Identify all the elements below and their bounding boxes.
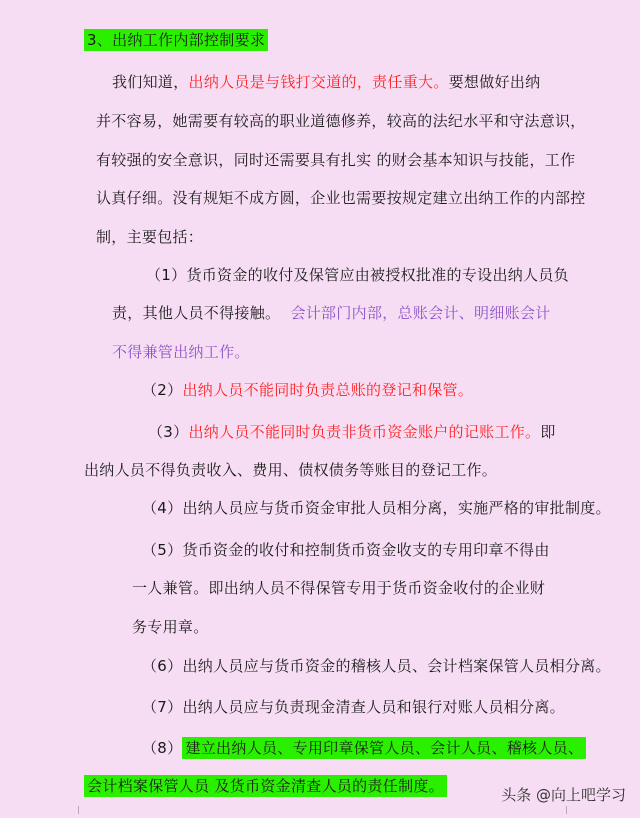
page-corner-mark (70, 806, 79, 814)
item8-line1 (142, 737, 586, 759)
item3-line2: 出纳人员不得负责收入、费用、债权债务等账目的登记工作。 (84, 461, 498, 479)
para1-line4: 认真仔细。没有规矩不成方圆，企业也需要按规定建立出纳工作的内部控 (96, 189, 586, 207)
item8-highlight: 建立出纳人员、专用印章保管人员、会计人员、稽核人员、 (182, 737, 586, 759)
page-corner-mark (566, 806, 575, 814)
item1-purple-text: 会计部门内部，总账会计、明细账会计 (290, 304, 551, 322)
item1-line1: （1）货币资金的收付及保管应由被授权批准的专设出纳人员负 (146, 266, 569, 284)
para1-text-a: 我们知道， (112, 73, 189, 91)
item3-tail: 即 (540, 423, 556, 441)
item6: （6）出纳人员应与货币资金的稽核人员、会计档案保管人员相分离。 (142, 657, 611, 675)
para1-line1 (112, 71, 540, 93)
item3-line1 (148, 421, 556, 443)
para1-line2: 并不容易，她需要有较高的职业道德修养，较高的法纪水平和守法意识， (96, 112, 586, 130)
para1-line5: 制，主要包括： (96, 228, 204, 246)
item2-number: （2） (142, 381, 183, 399)
item1-line2 (112, 302, 551, 324)
item8-line2 (84, 775, 447, 797)
para1-red-text: 出纳人员是与钱打交道的，责任重大。 (188, 73, 449, 91)
item4: （4）出纳人员应与货币资金审批人员相分离，实施严格的审批制度。 (142, 499, 611, 517)
item1-text: 责，其他人员不得接触。 (112, 304, 281, 322)
watermark: 头条 @向上吧学习 (501, 786, 626, 804)
item7: （7）出纳人员应与负责现金清查人员和银行对账人员相分离。 (142, 698, 565, 716)
section-heading (84, 29, 268, 51)
item5-line2: 一人兼管。即出纳人员不得保管专用于货币资金收付的企业财 (132, 579, 546, 597)
item2 (142, 379, 473, 401)
heading-highlight: 3、出纳工作内部控制要求 (84, 29, 268, 51)
item8-number: （8） (142, 739, 183, 757)
item2-red-text: 出纳人员不能同时负责总账的登记和保管。 (182, 381, 474, 399)
item1-line3: 不得兼管出纳工作。 (112, 343, 250, 361)
item5-line3: 务专用章。 (132, 618, 209, 636)
para1-text-c: 要想做好出纳 (448, 73, 541, 91)
item3-number: （3） (148, 423, 189, 441)
para1-line3: 有较强的安全意识，同时还需要具有扎实 的财会基本知识与技能，工作 (96, 151, 576, 169)
item3-red-text: 出纳人员不能同时负责非货币资金账户的记账工作。 (188, 423, 541, 441)
item5-line1: （5）货币资金的收付和控制货币资金收支的专用印章不得由 (142, 541, 550, 559)
item8-highlight-line2: 会计档案保管人员 及货币资金清查人员的责任制度。 (84, 775, 447, 797)
